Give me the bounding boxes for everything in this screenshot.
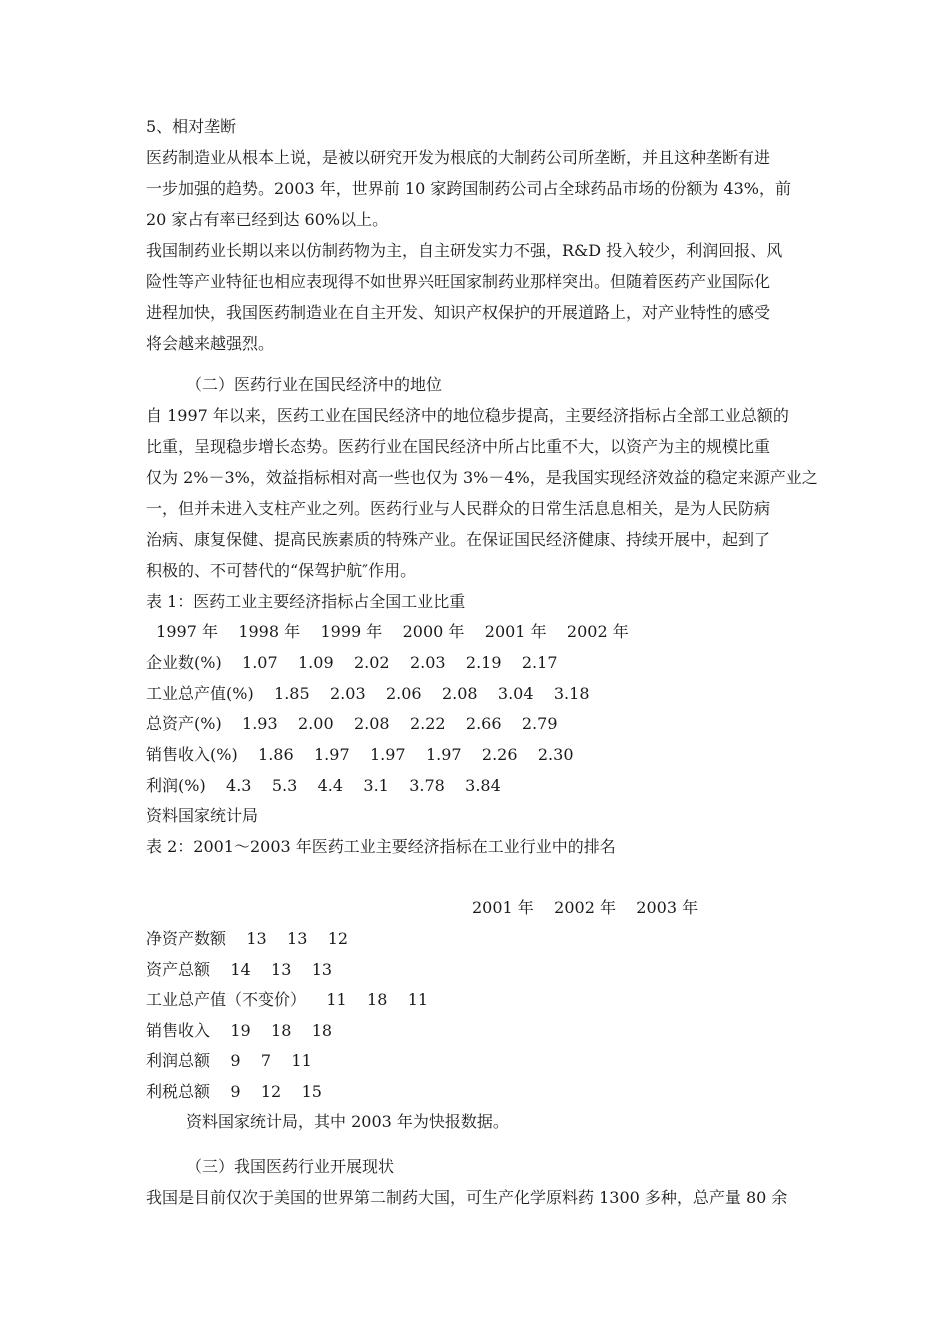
table-row: 净资产数额 13 13 12 — [146, 929, 349, 948]
table-row: 工业总产值（不变价） 11 18 11 — [146, 990, 429, 1009]
table-row: 资产总额 14 13 13 — [146, 960, 333, 979]
paragraph-line: 进程加快，我国医药制造业在自主开发、知识产权保护的开展道路上，对产业特性的感受 — [146, 303, 771, 322]
paragraph-line: 积极的、不可替代的“保驾护航″作用。 — [146, 561, 417, 580]
section-heading: 5、相对垄断 — [146, 117, 237, 136]
table-row: 利润总额 9 7 11 — [146, 1051, 312, 1070]
paragraph-line: 一步加强的趋势。2003 年，世界前 10 家跨国制药公司占全球药品市场的份额为 43%，前 — [146, 179, 791, 198]
paragraph-line: 我国是目前仅次于美国的世界第二制药大国，可生产化学原料药 1300 多种，总产量 80 余 — [146, 1188, 788, 1207]
table-row: 总资产(%) 1.93 2.00 2.08 2.22 2.66 2.79 — [146, 714, 558, 733]
paragraph-line: 医药制造业从根本上说，是被以研究开发为根底的大制药公司所垄断，并且这种垄断有进 — [146, 148, 771, 167]
table-source: 资料国家统计局 — [146, 806, 259, 825]
table-year-header: 2001 年 2002 年 2003 年 — [472, 898, 699, 917]
section-heading: （三）我国医药行业开展现状 — [186, 1157, 395, 1176]
paragraph-line: 20 家占有率已经到达 60%以上。 — [146, 210, 389, 229]
table-year-header: 1997 年 1998 年 1999 年 2000 年 2001 年 2002 年 — [146, 622, 629, 641]
section-heading: （二）医药行业在国民经济中的地位 — [186, 375, 443, 394]
table-source: 资料国家统计局，其中 2003 年为快报数据。 — [186, 1112, 509, 1131]
paragraph-line: 险性等产业特征也相应表现得不如世界兴旺国家制药业那样突出。但随着医药产业国际化 — [146, 272, 771, 291]
table-row: 工业总产值(%) 1.85 2.03 2.06 2.08 3.04 3.18 — [146, 684, 590, 703]
paragraph-line: 我国制药业长期以来以仿制药物为主，自主研发实力不强，R&D 投入较少，利润回报、风 — [146, 241, 783, 260]
table-caption: 表 1：医药工业主要经济指标占全国工业比重 — [146, 592, 466, 611]
paragraph-line: 自 1997 年以来，医药工业在国民经济中的地位稳步提高，主要经济指标占全部工业总额的 — [146, 406, 789, 425]
paragraph-line: 治病、康复保健、提高民族素质的特殊产业。在保证国民经济健康、持续开展中，起到了 — [146, 530, 771, 549]
paragraph-line: 比重，呈现稳步增长态势。医药行业在国民经济中所占比重不大，以资产为主的规模比重 — [146, 437, 771, 456]
table-row: 利润(%) 4.3 5.3 4.4 3.1 3.78 3.84 — [146, 776, 501, 795]
table-row: 企业数(%) 1.07 1.09 2.02 2.03 2.19 2.17 — [146, 653, 558, 672]
paragraph-line: 将会越来越强烈。 — [146, 334, 275, 353]
table-row: 利税总额 9 12 15 — [146, 1082, 322, 1101]
table-row: 销售收入 19 18 18 — [146, 1021, 333, 1040]
paragraph-line: 仅为 2%－3%，效益指标相对高一些也仅为 3%－4%，是我国实现经济效益的稳定来源产业之 — [146, 468, 818, 487]
paragraph-line: 一，但并未进入支柱产业之列。医药行业与人民群众的日常生活息息相关，是为人民防病 — [146, 499, 771, 518]
table-caption: 表 2：2001～2003 年医药工业主要经济指标在工业行业中的排名 — [146, 837, 616, 856]
table-row: 销售收入(%) 1.86 1.97 1.97 1.97 2.26 2.30 — [146, 745, 574, 764]
